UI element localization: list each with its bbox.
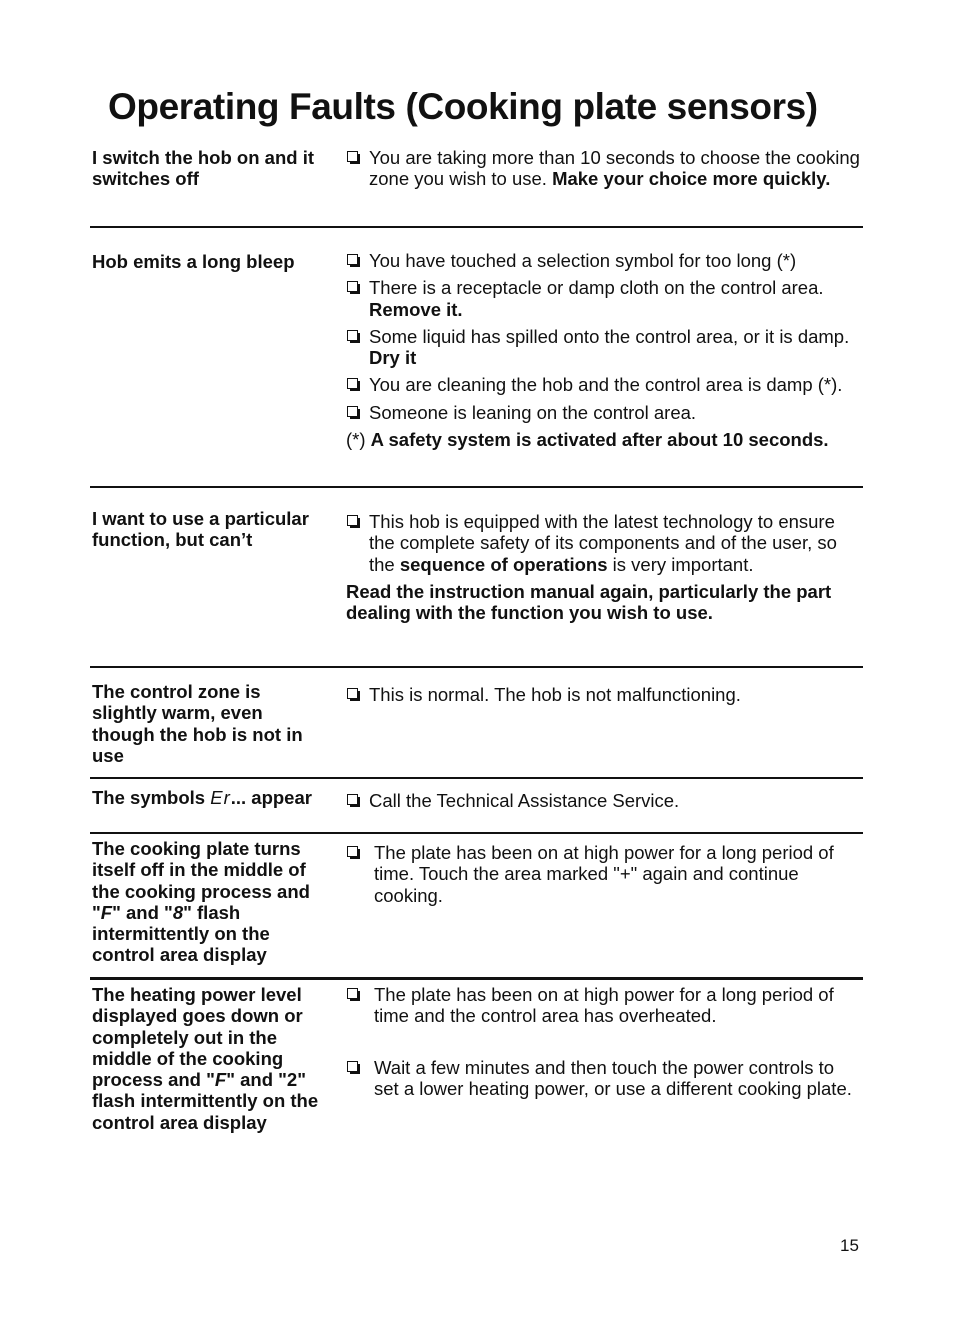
remedies-plate-turns-off [346, 842, 862, 912]
row-divider [90, 832, 863, 834]
checkbox-bullet-icon [347, 1061, 358, 1072]
symptom-er-symbols: The symbols Er... appear [92, 787, 312, 808]
remedy-item: You are taking more than 10 seconds to choose the cooking zone you wish to use. Make your choice more quickly. [346, 147, 862, 190]
remedy-item: There is a receptacle or damp cloth on the control area. Remove it. [346, 277, 862, 320]
safety-note: (*) A safety system is activated after about 10 seconds. [346, 429, 829, 451]
remedy-item: Someone is leaning on the control area. [346, 402, 862, 423]
checkbox-bullet-icon [347, 794, 358, 805]
remedy-item: This hob is equipped with the latest technology to ensure the complete safety of its components and of the user, so the sequence of operations is very important. [346, 511, 862, 575]
remedy-item: Wait a few minutes and then touch the power controls to set a lower heating power, or use a different cooking plate. [346, 1057, 862, 1100]
row-divider [90, 777, 863, 779]
checkbox-bullet-icon [347, 378, 358, 389]
checkbox-bullet-icon [347, 330, 358, 341]
checkbox-bullet-icon [347, 151, 358, 162]
checkbox-bullet-icon [347, 515, 358, 526]
checkbox-bullet-icon [347, 254, 358, 265]
symptom-switches-off: I switch the hob on and it switches off [92, 147, 314, 190]
remedy-item: You are cleaning the hob and the control area is damp (*). [346, 374, 862, 395]
page-title: Operating Faults (Cooking plate sensors) [108, 86, 818, 127]
remedies-er-symbols [346, 790, 862, 817]
row-divider [90, 486, 863, 488]
checkbox-bullet-icon [347, 688, 358, 699]
remedy-item: The plate has been on at high power for a long period of time and the control area has overheated. [346, 984, 862, 1027]
remedy-item: Call the Technical Assistance Service. [346, 790, 862, 811]
row-divider [90, 977, 863, 980]
remedy-item: The plate has been on at high power for a long period of time. Touch the area marked "+" again and continue cooking. [346, 842, 862, 906]
symptom-long-bleep: Hob emits a long bleep [92, 251, 295, 272]
er-symbol: Er [210, 787, 231, 808]
remedies-power-level-drops [346, 984, 862, 1105]
row-divider [90, 226, 863, 228]
checkbox-bullet-icon [347, 406, 358, 417]
remedies-function-unavailable [346, 511, 862, 623]
remedy-item: This is normal. The hob is not malfunctioning. [346, 684, 862, 705]
page-number: 15 [840, 1236, 859, 1255]
remedies-long-bleep [346, 250, 862, 450]
symptom-power-level-drops: The heating power level displayed goes down or completely out in the middle of the cooking process and "F" and "2" flash intermittently on the control area display [92, 984, 319, 1133]
instruction-note: Read the instruction manual again, particularly the part dealing with the function you wish to use. [346, 580, 832, 624]
remedies-control-zone-warm [346, 684, 862, 711]
row-divider [90, 666, 863, 668]
symptom-function-unavailable: I want to use a particular function, but can’t [92, 508, 309, 551]
remedy-item: You have touched a selection symbol for too long (*) [346, 250, 862, 271]
remedy-item: Some liquid has spilled onto the control area, or it is damp. Dry it [346, 326, 862, 369]
remedies-switches-off [346, 147, 862, 196]
checkbox-bullet-icon [347, 988, 358, 999]
checkbox-bullet-icon [347, 846, 358, 857]
symptom-plate-turns-off: The cooking plate turns itself off in the middle of the cooking process and "F" and "8" flash intermittently on the control area display [92, 838, 310, 966]
symptom-control-zone-warm: The control zone is slightly warm, even though the hob is not in use [92, 681, 303, 766]
checkbox-bullet-icon [347, 281, 358, 292]
